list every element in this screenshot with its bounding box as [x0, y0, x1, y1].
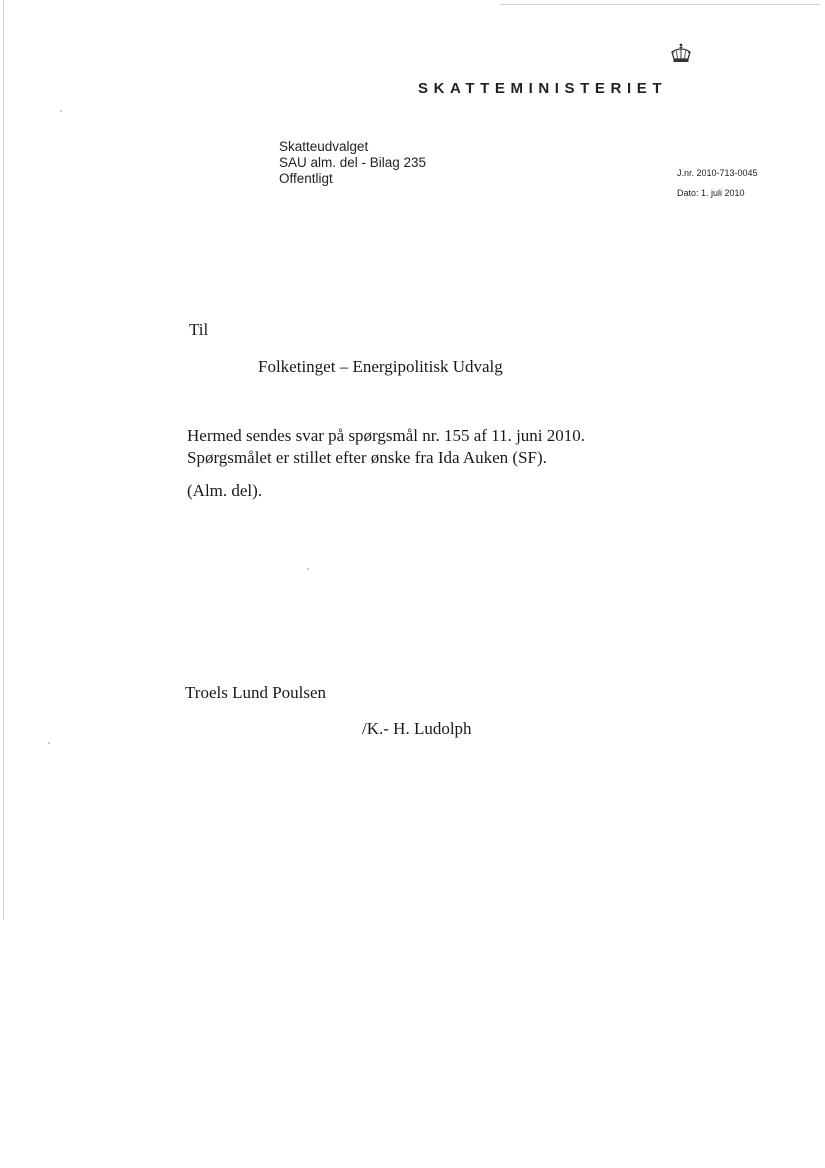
minister-name: Troels Lund Poulsen	[185, 683, 327, 702]
body-line-1: Hermed sendes svar på spørgsmål nr. 155 af 11. juni 2010.	[187, 426, 586, 445]
scan-speck	[48, 742, 50, 744]
ministry-name: SKATTEMINISTERIET	[418, 80, 668, 97]
stamp-annex: SAU alm. del - Bilag 235	[279, 155, 427, 170]
body-line-2: Spørgsmålet er stillet efter ønske fra Ida Auken (SF).	[187, 448, 547, 467]
recipient: Folketinget – Energipolitisk Udvalg	[258, 357, 503, 376]
body-note: (Alm. del).	[187, 481, 263, 500]
stamp-committee: Skatteudvalget	[279, 139, 369, 154]
scan-edge-top	[500, 4, 820, 5]
scan-speck	[60, 110, 62, 112]
journal-number: J.nr. 2010-713-0045	[677, 168, 758, 178]
reference-block	[677, 163, 758, 203]
scan-edge-left	[3, 0, 4, 920]
stamp-status: Offentligt	[279, 171, 333, 186]
salutation: Til	[189, 320, 209, 339]
letter-body	[187, 425, 585, 469]
scan-speck	[307, 568, 309, 570]
crown-icon	[668, 42, 694, 68]
letter-date: Dato: 1. juli 2010	[677, 188, 745, 198]
archive-stamp	[279, 139, 426, 187]
official-signature: /K.- H. Ludolph	[362, 719, 472, 738]
